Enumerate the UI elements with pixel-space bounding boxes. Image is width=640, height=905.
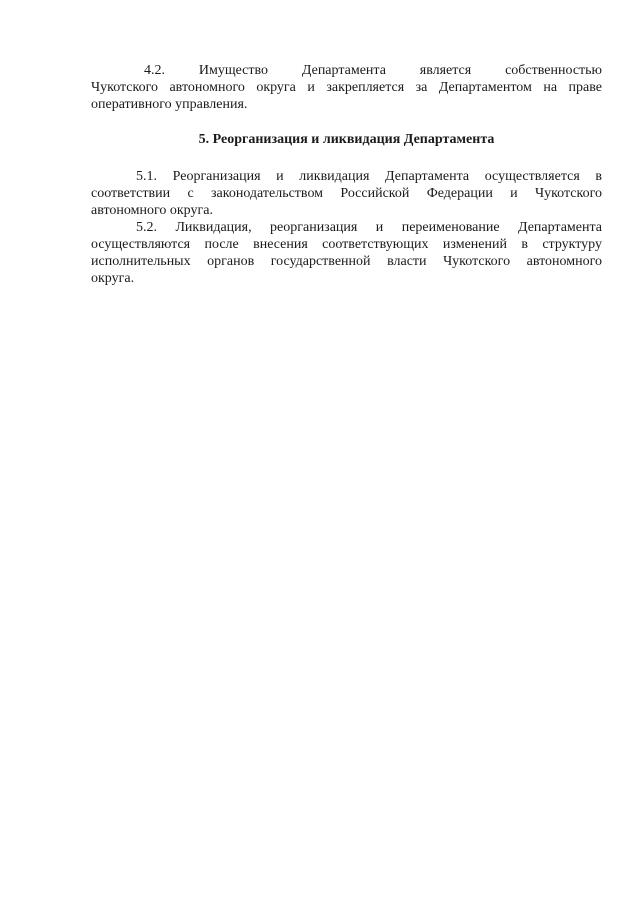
paragraph-5-1-line-2: соответствии с законодательством Российской Федерации и Чукотского bbox=[91, 186, 602, 201]
paragraph-4-2 bbox=[91, 62, 602, 113]
paragraph-5-2-line-2: осуществляются после внесения соответствующих изменений в структуру bbox=[91, 237, 602, 252]
paragraph-4-2-line-3: оперативного управления. bbox=[91, 97, 248, 112]
paragraph-5-2-line-1: 5.2. Ликвидация, реорганизация и переименование Департамента bbox=[136, 220, 602, 235]
paragraph-5-2-line-4: округа. bbox=[91, 271, 135, 286]
paragraph-4-2-line-1: 4.2. Имущество Департамента является собственностью bbox=[144, 63, 602, 78]
paragraph-5-1-line-1: 5.1. Реорганизация и ликвидация Департамента осуществляется в bbox=[136, 169, 602, 184]
paragraph-5-2 bbox=[91, 219, 602, 287]
section-5-heading: 5. Реорганизация и ликвидация Департамента bbox=[198, 132, 495, 147]
paragraph-5-2-line-3: исполнительных органов государственной власти Чукотского автономного bbox=[91, 254, 602, 269]
paragraph-5-1 bbox=[91, 168, 602, 219]
paragraph-4-2-line-2: Чукотского автономного округа и закрепляется за Департаментом на праве bbox=[91, 80, 602, 95]
paragraph-5-1-line-3: автономного округа. bbox=[91, 203, 213, 218]
